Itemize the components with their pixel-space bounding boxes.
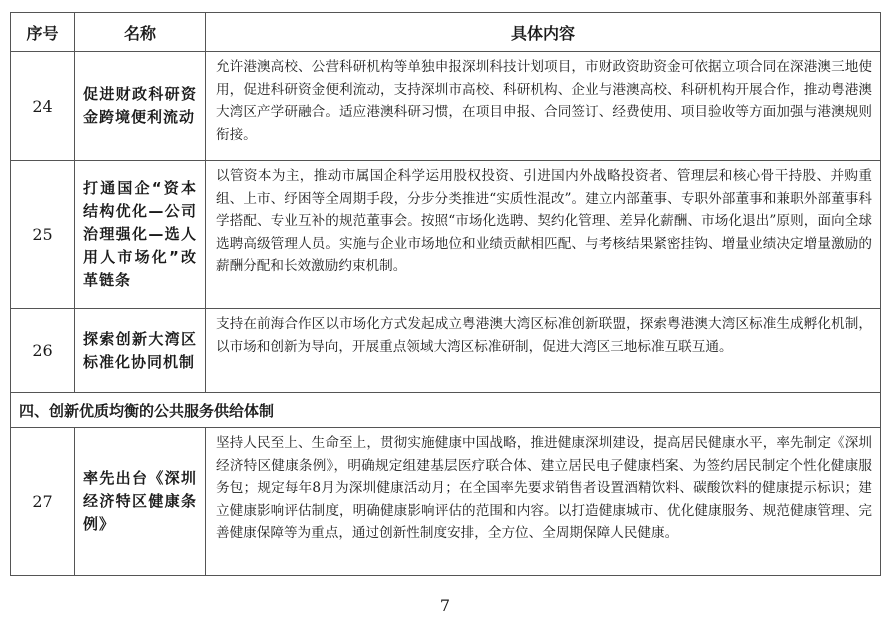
table-row [11,161,881,309]
row-number: 27 [11,428,75,576]
row-number: 26 [11,309,75,393]
row-content: 以管资本为主，推动市属国企科学运用股权投资、引进国内外战略投资者、管理层和核心骨干持股、并购重组、上市、纾困等全周期手段，分步分类推进“实质性混改”。建立内部董事、专职外部董事和兼职外部董事科学搭配、专业互补的规范董事会。按照“市场化选聘、契约化管理、差异化薪酬、市场化退出”原则，面向全球选聘高级管理人员。实施与企业市场地位和业绩贡献相匹配、与考核结果紧密挂钩、增量业绩决定增量激励的薪酬分配和长效激励约束机制。 [206,161,881,309]
page-number: 7 [439,596,451,615]
row-content: 坚持人民至上、生命至上，贯彻实施健康中国战略，推进健康深圳建设，提高居民健康水平，率先制定《深圳经济特区健康条例》，明确规定组建基层医疗联合体、建立居民电子健康档案、为签约居民制定个性化健康服务包；规定每年8月为深圳健康活动月；在全国率先要求销售者设置酒精饮料、碳酸饮料的健康提示标识；建立健康影响评估制度，明确健康影响评估的范围和内容。以打造健康城市、优化健康服务、规范健康管理、完善健康保障等为重点，通过创新性制度安排，全方位、全周期保障人民健康。 [206,428,881,576]
row-name: 打通国企“资本结构优化—公司治理强化—选人用人市场化”改革链条 [75,161,206,309]
policy-table [10,12,881,576]
row-name: 探索创新大湾区标准化协同机制 [75,309,206,393]
header-content: 具体内容 [206,13,881,52]
table-row [11,428,881,576]
header-name: 名称 [75,13,206,52]
row-content: 允许港澳高校、公营科研机构等单独申报深圳科技计划项目，市财政资助资金可依据立项合同在深港澳三地使用，促进科研资金便利流动，支持深圳市高校、科研机构、企业与港澳高校、科研机构开展合作，推动粤港澳大湾区产学研融合。适应港澳科研习惯，在项目申报、合同签订、经费使用、项目验收等方面加强与港澳规则衔接。 [206,52,881,161]
row-name: 促进财政科研资金跨境便利流动 [75,52,206,161]
table-row [11,52,881,161]
table-header-row [11,13,881,52]
section-title: 四、创新优质均衡的公共服务供给体制 [11,393,881,428]
row-number: 25 [11,161,75,309]
row-number: 24 [11,52,75,161]
row-name: 率先出台《深圳经济特区健康条例》 [75,428,206,576]
section-heading-row [11,393,881,428]
header-number: 序号 [11,13,75,52]
table-row [11,309,881,393]
row-content: 支持在前海合作区以市场化方式发起成立粤港澳大湾区标准创新联盟，探索粤港澳大湾区标准生成孵化机制，以市场和创新为导向，开展重点领域大湾区标准研制，促进大湾区三地标准互联互通。 [206,309,881,393]
